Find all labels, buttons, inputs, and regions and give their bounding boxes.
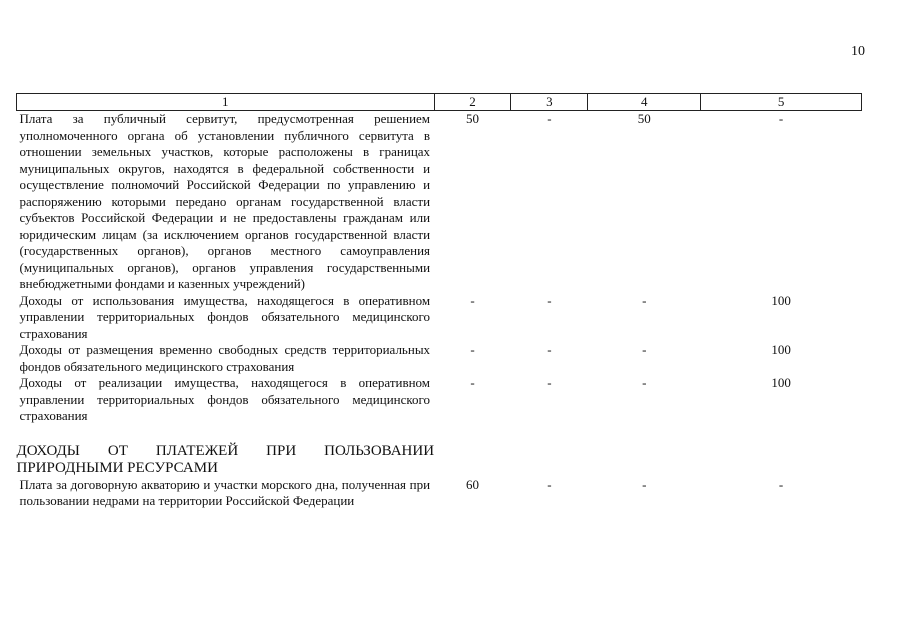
- row-value-col-5: -: [778, 111, 784, 126]
- row-value-col-4: 50: [637, 111, 651, 126]
- row-value-col-2: -: [470, 342, 475, 357]
- row-value-col-4: -: [642, 375, 647, 390]
- row-value-col-3: -: [547, 111, 552, 126]
- row-value-col-2: -: [470, 292, 475, 308]
- table-row: [17, 111, 862, 293]
- row-value-col-4: -: [642, 476, 647, 492]
- revenue-table: [16, 93, 862, 510]
- row-value-col-5: -: [778, 476, 784, 492]
- row-value-col-2: -: [470, 375, 475, 390]
- row-value-col-5: 100: [771, 292, 791, 308]
- row-value-col-2: 60: [466, 476, 479, 492]
- row-value-col-5: 100: [771, 342, 791, 357]
- section-heading: ДОХОДЫ ОТ ПЛАТЕЖЕЙ ПРИ ПОЛЬЗОВАНИИ ПРИРОДНЫМИ РЕСУРСАМИ: [16, 442, 435, 476]
- row-value-col-2: 50: [466, 111, 479, 126]
- table-row: [17, 375, 862, 425]
- header-row: [17, 94, 862, 111]
- table-row: [17, 293, 862, 343]
- row-description: Доходы от размещения временно свободных средств территориальных фондов обязательного медицинского страхования: [19, 342, 431, 374]
- header-col-5: 5: [701, 94, 862, 111]
- header-col-3: 3: [511, 94, 588, 111]
- header-col-1: 1: [17, 94, 435, 111]
- row-value-col-3: -: [547, 342, 552, 357]
- table-header: [17, 94, 862, 111]
- row-value-col-3: -: [547, 375, 552, 390]
- table-body: [17, 111, 862, 510]
- row-value-col-4: -: [642, 292, 647, 308]
- row-value-col-5: 100: [771, 375, 791, 390]
- row-description: Доходы от использования имущества, находящегося в оперативном управлении территориальных фондов обязательного медицинского страхования: [19, 292, 431, 341]
- table-row: [17, 477, 862, 510]
- row-description: Плата за публичный сервитут, предусмотренная решением уполномоченного органа об установлении публичного сервитута в отношении земельных участков, которые расположены в границах муниципальных округов, находятся в федеральной собственности и осуществление полномочий Российской Федерации по управлению и распоряжению которыми передано органам государственной власти субъектов Российской Федерации и не предоставлены гражданам или юридическим лицам (за исключением органов государственной власти (государственных органов), органов местного самоуправления (муниципальных органов), органов управления государственными внебюджетными фондами и казенных учреждений): [19, 111, 431, 291]
- row-description: Доходы от реализации имущества, находящегося в оперативном управлении территориальных фондов обязательного медицинского страхования: [19, 375, 431, 423]
- header-col-4: 4: [588, 94, 701, 111]
- row-description: Плата за договорную акваторию и участки морского дна, полученная при пользовании недрами на территории Российской Федерации: [19, 476, 431, 508]
- row-value-col-3: -: [547, 476, 552, 492]
- row-value-col-4: -: [642, 342, 647, 357]
- section-spacer: [17, 425, 862, 443]
- section-heading-row: [17, 443, 862, 477]
- header-col-2: 2: [434, 94, 511, 111]
- page-number: 10: [851, 44, 865, 59]
- table-row: [17, 342, 862, 375]
- row-value-col-3: -: [547, 292, 552, 308]
